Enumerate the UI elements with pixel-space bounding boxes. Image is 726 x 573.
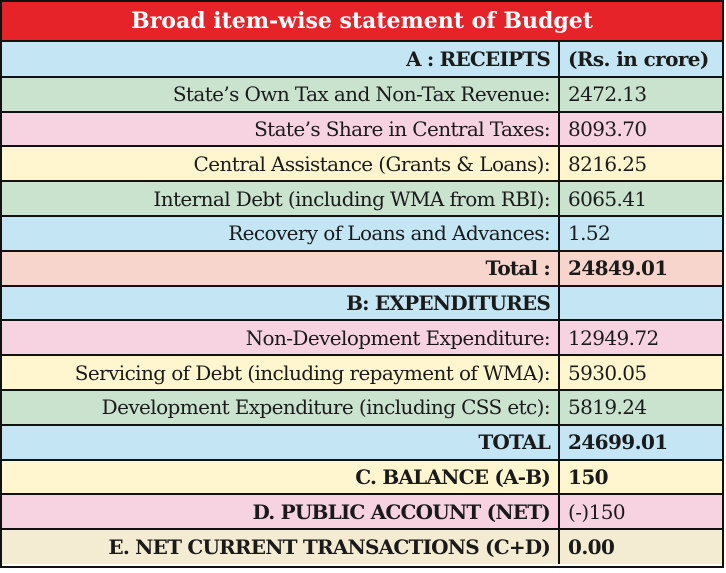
budget-row: [2, 251, 722, 286]
budget-row: [2, 216, 722, 251]
budget-row: [2, 112, 722, 147]
row-value: (Rs. in crore): [559, 42, 722, 77]
row-value: 2472.13: [559, 77, 722, 112]
row-label: TOTAL: [2, 425, 559, 460]
budget-row: [2, 390, 722, 425]
row-value: 1.52: [559, 216, 722, 251]
row-label: Servicing of Debt (including repayment of WMA):: [2, 355, 559, 390]
row-value: 8216.25: [559, 146, 722, 181]
budget-row: [2, 460, 722, 495]
row-label: D. PUBLIC ACCOUNT (NET): [2, 494, 559, 529]
row-value: 24699.01: [559, 425, 722, 460]
budget-row: [2, 494, 722, 529]
row-value: 12949.72: [559, 320, 722, 355]
row-label: Internal Debt (including WMA from RBI):: [2, 181, 559, 216]
budget-row: [2, 355, 722, 390]
budget-rows: [2, 42, 722, 564]
budget-row: [2, 286, 722, 321]
statement-title: Broad item-wise statement of Budget: [2, 2, 722, 42]
budget-table: [2, 42, 722, 564]
row-label: Central Assistance (Grants & Loans):: [2, 146, 559, 181]
budget-row: [2, 42, 722, 77]
budget-row: [2, 181, 722, 216]
row-value: (-)150: [559, 494, 722, 529]
row-label: State’s Own Tax and Non-Tax Revenue:: [2, 77, 559, 112]
row-value: [559, 286, 722, 321]
row-label: Non-Development Expenditure:: [2, 320, 559, 355]
row-label: State’s Share in Central Taxes:: [2, 112, 559, 147]
row-value: 6065.41: [559, 181, 722, 216]
budget-row: [2, 425, 722, 460]
row-label: B: EXPENDITURES: [2, 286, 559, 321]
row-value: 150: [559, 460, 722, 495]
row-value: 8093.70: [559, 112, 722, 147]
row-label: Total :: [2, 251, 559, 286]
row-label: Development Expenditure (including CSS etc):: [2, 390, 559, 425]
row-value: 5930.05: [559, 355, 722, 390]
row-label: A : RECEIPTS: [2, 42, 559, 77]
row-value: 0.00: [568, 535, 615, 560]
budget-row: [2, 146, 722, 181]
row-label: C. BALANCE (A-B): [2, 460, 559, 495]
row-label: Recovery of Loans and Advances:: [2, 216, 559, 251]
budget-row: [2, 77, 722, 112]
row-value: 5819.24: [559, 390, 722, 425]
row-label: E. NET CURRENT TRANSACTIONS (C+D): [2, 529, 559, 564]
row-value: 24849.01: [559, 251, 722, 286]
budget-row: [2, 529, 722, 564]
budget-row: [2, 320, 722, 355]
